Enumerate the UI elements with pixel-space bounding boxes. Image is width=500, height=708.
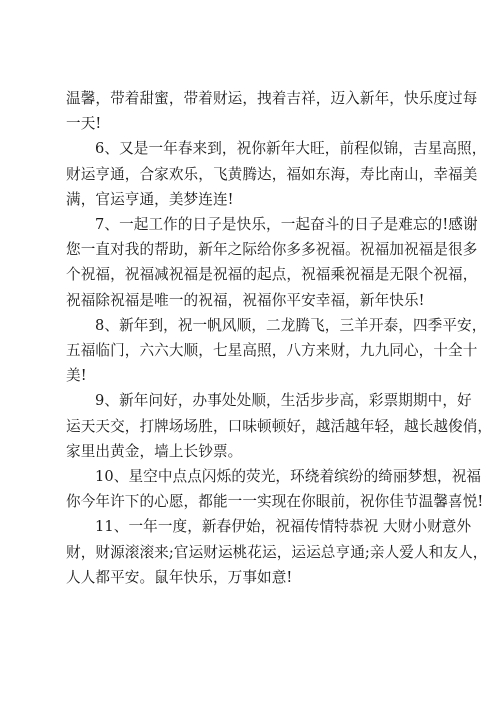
text-line: 财，财源滚滚来;官运财运桃花运，运运总亨通;亲人爱人和友人， xyxy=(66,543,488,561)
paragraph-9 xyxy=(66,388,493,464)
text-line: 祝福除祝福是唯一的祝福，祝福你平安幸福，新年快乐! xyxy=(66,291,425,309)
paragraph-6 xyxy=(66,136,487,212)
text-line: 家里出黄金，墙上长钞票。 xyxy=(66,442,243,460)
text-line: 11、一年一度，新春伊始，祝福传情特恭祝 大财小财意外 xyxy=(95,518,472,536)
text-line: 人人都平安。鼠年快乐，万事如意! xyxy=(66,568,293,586)
text-line: 7、一起工作的日子是快乐，一起奋斗的日子是难忘的!感谢 xyxy=(95,216,478,234)
text-line: 9、新年问好，办事处处顺，生活步步高，彩票期期中，好 xyxy=(95,392,472,410)
text-line: 温馨，带着甜蜜，带着财运，拽着吉祥，迈入新年，快乐度过每 xyxy=(66,90,478,107)
text-line: 美! xyxy=(66,367,87,385)
paragraph-continuation xyxy=(66,86,478,136)
paragraph-7 xyxy=(66,212,478,313)
paragraph-8 xyxy=(66,313,487,389)
text-line: 满，官运亨通，美梦连连! xyxy=(66,190,234,208)
text-line: 6、又是一年春来到，祝你新年大旺，前程似锦，吉星高照， xyxy=(95,140,487,158)
text-line: 一天! xyxy=(66,115,102,133)
paragraph-10 xyxy=(66,464,484,514)
text-line: 10、星空中点点闪烁的荧光，环绕着缤纷的绮丽梦想，祝福 xyxy=(95,468,482,486)
text-line: 运天天交，打牌场场胜，口味顿顿好，越活越年轻，越长越俊俏， xyxy=(66,417,493,435)
document-body xyxy=(66,86,493,590)
text-line: 你今年许下的心愿，都能一一实现在你眼前，祝你佳节温馨喜悦! xyxy=(66,493,484,511)
text-line: 五福临门，六六大顺，七星高照，八方来财，九九同心，十全十 xyxy=(66,342,478,360)
text-line: 财运亨通，合家欢乐，飞黄腾达，福如东海，寿比南山，幸福美 xyxy=(66,165,478,183)
paragraph-11 xyxy=(66,514,488,590)
text-line: 8、新年到，祝一帆风顺，二龙腾飞，三羊开泰，四季平安， xyxy=(95,316,487,334)
text-line: 您一直对我的帮助，新年之际给你多多祝福。祝福加祝福是很多 xyxy=(66,241,478,259)
text-line: 个祝福，祝福减祝福是祝福的起点，祝福乘祝福是无限个祝福， xyxy=(66,266,478,284)
